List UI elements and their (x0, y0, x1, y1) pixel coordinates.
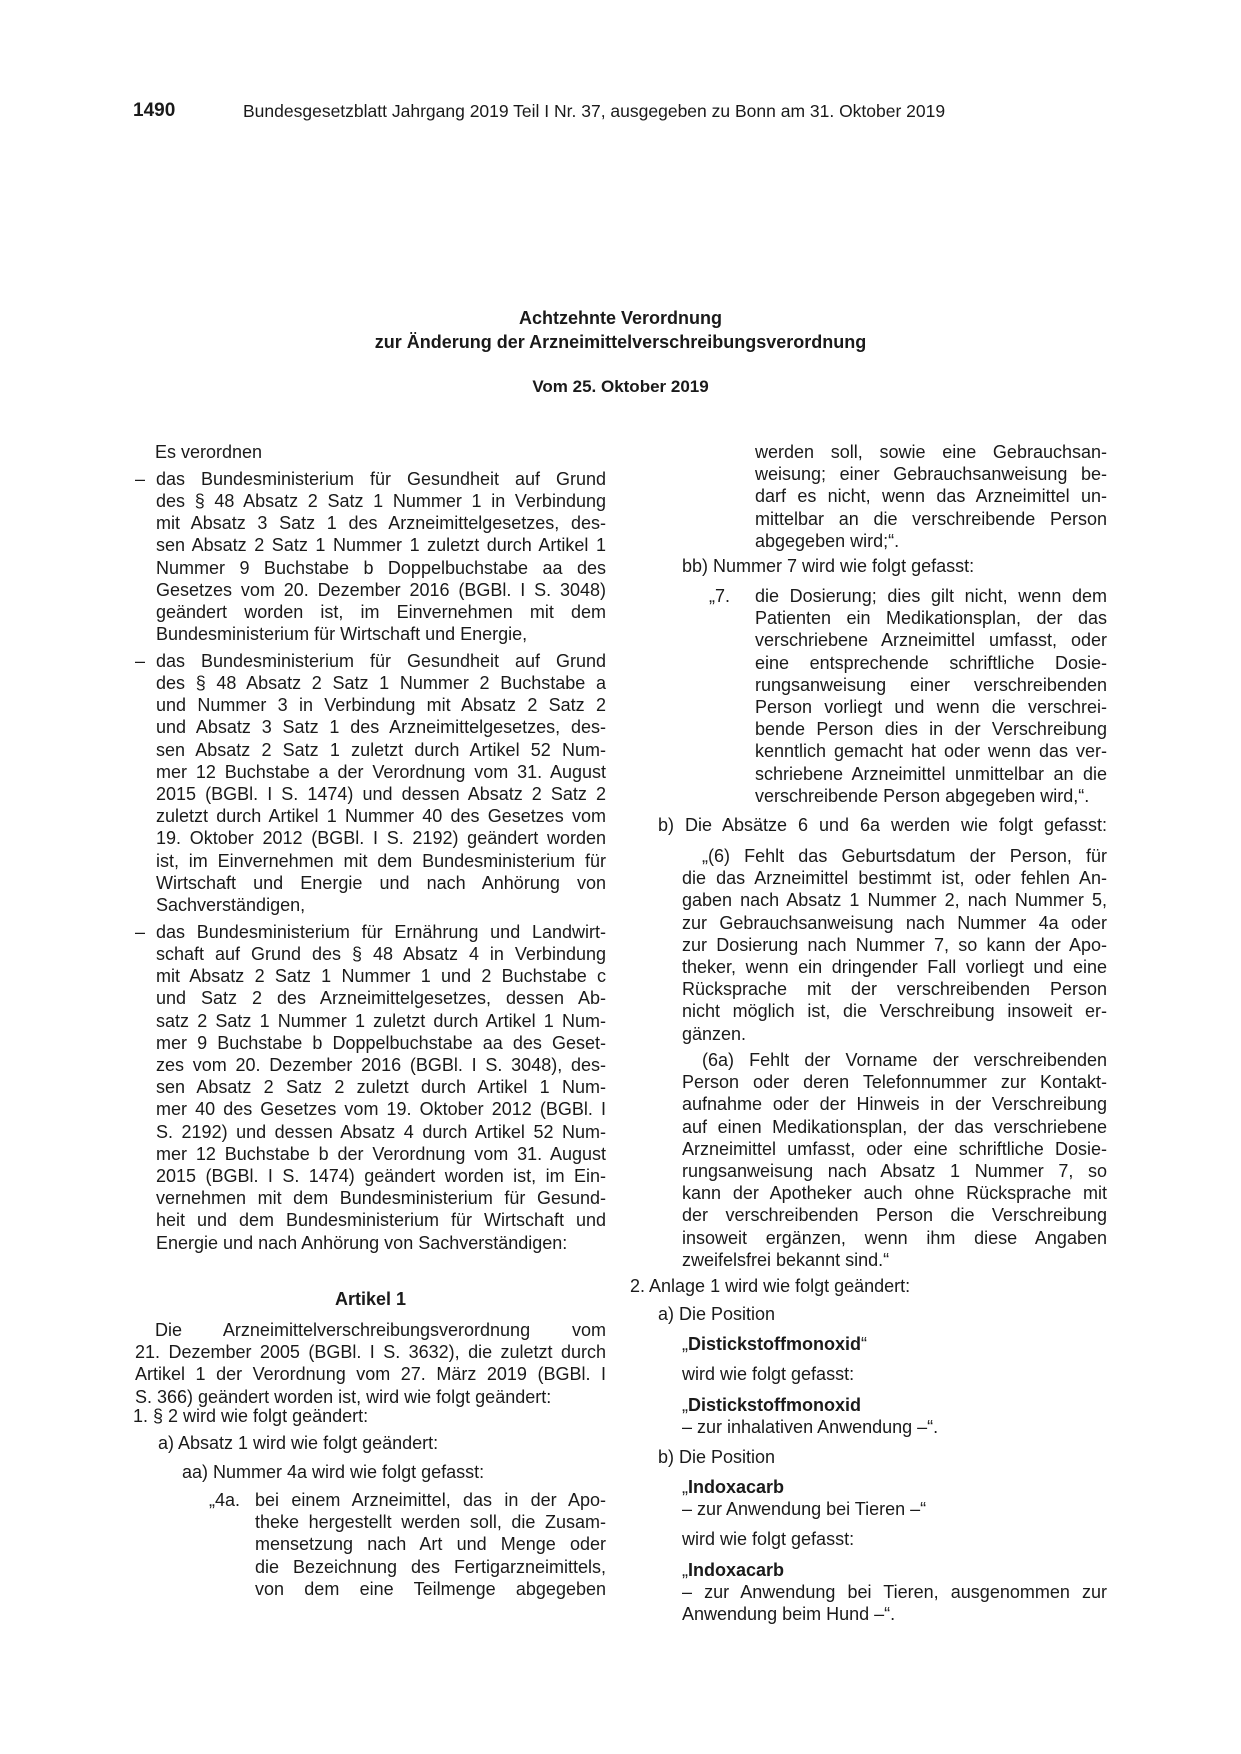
quoted-text: von dem eine Teilmenge abgegeben (255, 1578, 606, 1599)
substance-name: Indoxacarb (688, 1477, 785, 1497)
authority-paragraph: 19. Oktober 2012 (BGBl. I S. 2192) geändert worden (156, 828, 606, 849)
quoted-text: Patienten ein Medikationsplan, der das (755, 608, 1107, 629)
authority-paragraph: schaft auf Grund des § 48 Absatz 4 in Verbindung (156, 943, 606, 964)
intro-text: Es verordnen (155, 442, 263, 462)
authority-paragraph: zes vom 20. Dezember 2016 (BGBl. I S. 3048), des- (156, 1054, 606, 1075)
page-number: 1490 (133, 100, 176, 121)
annex-position-new (682, 1394, 861, 1416)
quote-number: „4a. (209, 1490, 241, 1510)
substance-name: Distickstoffmonoxid (688, 1395, 862, 1415)
page-header (133, 100, 1133, 126)
authority-paragraph: sen Absatz 2 Satz 2 zuletzt durch Artikel 1 Num- (156, 1077, 606, 1098)
amendment-item: 1. § 2 wird wie folgt geändert: (133, 1406, 369, 1426)
quoted-paragraph: „(6) Fehlt das Geburtsdatum der Person, für (702, 846, 1107, 866)
amendment-subsubitem: bb) Nummer 7 wird wie folgt gefasst: (682, 556, 975, 576)
article-text: S. 366) geändert worden ist, wird wie folgt geändert: (135, 1386, 552, 1407)
amendment-item: 2. Anlage 1 wird wie folgt geändert: (630, 1276, 911, 1296)
quote-mark: „ (682, 1395, 688, 1415)
quoted-text: abgegeben wird;“. (755, 530, 900, 551)
annex-note: – zur Anwendung bei Tieren –“ (682, 1499, 927, 1519)
authority-paragraph: mit Absatz 2 Satz 1 Nummer 1 und 2 Buchstabe c (156, 966, 606, 987)
quoted-paragraph: zur Dosierung nach Nummer 7, so kann der Apo- (682, 934, 1107, 955)
quoted-text: schriebene Arzneimittel unmittelbar an die (755, 763, 1107, 784)
authority-paragraph: des § 48 Absatz 2 Satz 1 Nummer 2 Buchstabe a (156, 673, 606, 693)
authority-paragraph: des § 48 Absatz 2 Satz 1 Nummer 1 in Verbindung (156, 490, 606, 511)
authority-paragraph: und Nummer 3 in Verbindung mit Absatz 2 Satz 2 (156, 695, 606, 716)
quoted-text: verschriebene Arzneimittel umfasst, oder (755, 630, 1107, 651)
quoted-text: die Bezeichnung des Fertigarzneimittels, (255, 1556, 606, 1577)
substance-name: Indoxacarb (688, 1560, 785, 1580)
authority-paragraph: mer 40 des Gesetzes vom 19. Oktober 2012 (BGBl. I (156, 1099, 606, 1120)
quoted-paragraph: auf einen Medikationsplan, der das verschriebene (682, 1116, 1107, 1137)
quoted-paragraph: gaben nach Absatz 1 Nummer 2, nach Nummer 5, (682, 890, 1107, 911)
authority-paragraph: Bundesministerium für Wirtschaft und Energie, (156, 624, 528, 645)
authority-paragraph: S. 2192) und dessen Absatz 4 durch Artikel 52 Num- (156, 1121, 606, 1142)
annex-position (682, 1333, 867, 1355)
quoted-text: die Dosierung; dies gilt nicht, wenn dem (755, 586, 1107, 606)
quote-mark: „ (682, 1334, 688, 1354)
quoted-text: darf es nicht, wenn das Arzneimittel un- (755, 486, 1107, 507)
quoted-paragraph: zweifelsfrei bekannt sind.“ (682, 1249, 890, 1270)
authority-paragraph: vernehmen mit dem Bundesministerium für Gesund- (156, 1188, 606, 1209)
authority-paragraph: das Bundesministerium für Gesundheit auf Grund (156, 468, 606, 489)
list-dash: – (135, 921, 146, 942)
quote-mark: „ (682, 1560, 688, 1580)
authority-paragraph: das Bundesministerium für Ernährung und Landwirt- (156, 921, 606, 942)
quoted-text: werden soll, sowie eine Gebrauchsan- (755, 442, 1107, 462)
quoted-text: theke hergestellt werden soll, die Zusam- (255, 1512, 606, 1533)
quoted-paragraph: Person oder deren Telefonnummer zur Kontakt- (682, 1072, 1107, 1093)
amendment-subitem: b) Die Absätze 6 und 6a werden wie folgt gefasst: (658, 815, 1107, 835)
article-text: 21. Dezember 2005 (BGBl. I S. 3632), die zuletzt durch (135, 1342, 606, 1363)
quoted-text: bende Person dies in der Verschreibung (755, 719, 1107, 740)
quoted-paragraph: zur Gebrauchsanweisung nach Nummer 4a oder (682, 912, 1107, 933)
quoted-paragraph: theker, wenn ein dringender Fall vorliegt und eine (682, 957, 1107, 977)
authority-paragraph: heit und dem Bundesministerium für Wirtschaft und (156, 1210, 606, 1231)
authority-paragraph: geändert worden ist, im Einvernehmen mit dem (156, 601, 606, 622)
ordinance-subtitle: zur Änderung der Arzneimittelverschreibungsverordnung (374, 332, 867, 352)
quoted-paragraph: kann der Apotheker auch ohne Rücksprache mit (682, 1183, 1107, 1204)
authority-paragraph: und Absatz 3 Satz 1 des Arzneimittelgesetzes, des- (156, 717, 606, 738)
quoted-text: eine entsprechende schriftliche Dosie- (755, 652, 1107, 673)
authority-paragraph: Energie und nach Anhörung von Sachverständigen: (156, 1232, 568, 1253)
authority-paragraph: und Satz 2 des Arzneimittelgesetzes, dessen Ab- (156, 988, 606, 1009)
authority-paragraph: mer 9 Buchstabe b Doppelbuchstabe aa des Geset- (156, 1032, 606, 1053)
quoted-paragraph: (6a) Fehlt der Vorname der verschreibenden (702, 1050, 1107, 1070)
authority-paragraph: 2015 (BGBl. I S. 1474) und dessen Absatz 2 Satz 2 (156, 784, 606, 804)
quoted-paragraph: nicht möglich ist, die Verschreibung insoweit er- (682, 1001, 1107, 1022)
authority-paragraph: zuletzt durch Artikel 1 Nummer 40 des Gesetzes vom (156, 806, 606, 827)
quoted-text: mittelbar an die verschreibende Person (755, 508, 1107, 529)
instruction-text: wird wie folgt gefasst: (682, 1529, 855, 1549)
substance-name: Distickstoffmonoxid (688, 1334, 862, 1354)
authority-paragraph: 2015 (BGBl. I S. 1474) geändert worden ist, im Ein- (156, 1165, 606, 1186)
article-text: Artikel 1 der Verordnung vom 27. März 2019 (BGBl. I (135, 1364, 606, 1385)
authority-paragraph: Wirtschaft und Energie und nach Anhörung von (156, 872, 606, 893)
authority-paragraph: satz 2 Satz 1 Nummer 1 zuletzt durch Artikel 1 Num- (156, 1010, 606, 1031)
quoted-paragraph: insoweit ergänzen, wenn ihm diese Angaben (682, 1227, 1107, 1248)
list-dash: – (135, 468, 146, 489)
quoted-paragraph: aufnahme oder der Hinweis in der Verschreibung (682, 1094, 1107, 1115)
ordinance-date: Vom 25. Oktober 2019 (532, 377, 709, 396)
authority-paragraph: sen Absatz 2 Satz 1 Nummer 1 zuletzt durch Artikel 1 (156, 535, 606, 556)
quoted-text: Person vorliegt und wenn die verschrei- (755, 697, 1107, 717)
annex-position (682, 1476, 784, 1498)
amendment-subitem: a) Absatz 1 wird wie folgt geändert: (158, 1433, 439, 1453)
authority-paragraph: Nummer 9 Buchstabe b Doppelbuchstabe aa des (156, 557, 606, 578)
article-text: Die Arzneimittelverschreibungsverordnung vom (155, 1320, 606, 1340)
quote-mark: “ (861, 1334, 868, 1354)
list-dash: – (135, 650, 146, 671)
instruction-text: wird wie folgt gefasst: (682, 1364, 855, 1384)
quoted-paragraph: gänzen. (682, 1023, 747, 1044)
quote-mark: „ (682, 1477, 688, 1497)
quoted-paragraph: Arzneimittel umfasst, oder eine schriftliche Dosie- (682, 1138, 1107, 1159)
authority-paragraph: Sachverständigen, (156, 895, 306, 915)
quoted-paragraph: die das Arzneimittel bestimmt ist, oder fehlen An- (682, 868, 1107, 889)
authority-paragraph: mer 12 Buchstabe b der Verordnung vom 31. August (156, 1143, 606, 1164)
ordinance-title: Achtzehnte Verordnung (518, 308, 722, 328)
authority-paragraph: ist, im Einvernehmen mit dem Bundesministerium für (156, 850, 606, 871)
annex-note: – zur Anwendung bei Tieren, ausgenommen zur (682, 1582, 1107, 1602)
article-heading: Artikel 1 (334, 1289, 407, 1309)
quote-number: „7. (709, 586, 731, 606)
quoted-text: kenntlich gemacht hat oder wenn das ver- (755, 741, 1107, 762)
quoted-text: verschreibende Person abgegeben wird,“. (755, 785, 1090, 806)
quoted-text: mensetzung nach Art und Menge oder (255, 1534, 606, 1555)
running-head: Bundesgesetzblatt Jahrgang 2019 Teil I Nr. 37, ausgegeben zu Bonn am 31. Oktober 2019 (243, 101, 946, 121)
quoted-paragraph: Rücksprache mit der verschreibenden Person (682, 979, 1107, 1000)
amendment-subitem: a) Die Position (658, 1304, 776, 1324)
annex-position-new (682, 1559, 784, 1581)
amendment-subsubitem: aa) Nummer 4a wird wie folgt gefasst: (182, 1462, 485, 1482)
quoted-paragraph: rungsanweisung nach Absatz 1 Nummer 7, so (682, 1161, 1107, 1181)
quoted-paragraph: der verschreibenden Person die Verschreibung (682, 1205, 1107, 1226)
quoted-text: bei einem Arzneimittel, das in der Apo- (255, 1490, 606, 1510)
annex-note: – zur inhalativen Anwendung –“. (682, 1417, 939, 1437)
authority-paragraph: mit Absatz 3 Satz 1 des Arzneimittelgesetzes, des- (156, 513, 606, 534)
quoted-text: weisung; einer Gebrauchsanweisung be- (755, 464, 1107, 485)
authority-paragraph: sen Absatz 2 Satz 1 zuletzt durch Artikel 52 Num- (156, 739, 606, 760)
annex-note: Anwendung beim Hund –“. (682, 1604, 896, 1625)
quoted-text: rungsanweisung einer verschreibenden (755, 674, 1107, 695)
authority-paragraph: das Bundesministerium für Gesundheit auf Grund (156, 650, 606, 671)
authority-paragraph: Gesetzes vom 20. Dezember 2016 (BGBl. I S. 3048) (156, 579, 606, 600)
authority-paragraph: mer 12 Buchstabe a der Verordnung vom 31. August (156, 761, 606, 782)
amendment-subitem: b) Die Position (658, 1447, 776, 1467)
